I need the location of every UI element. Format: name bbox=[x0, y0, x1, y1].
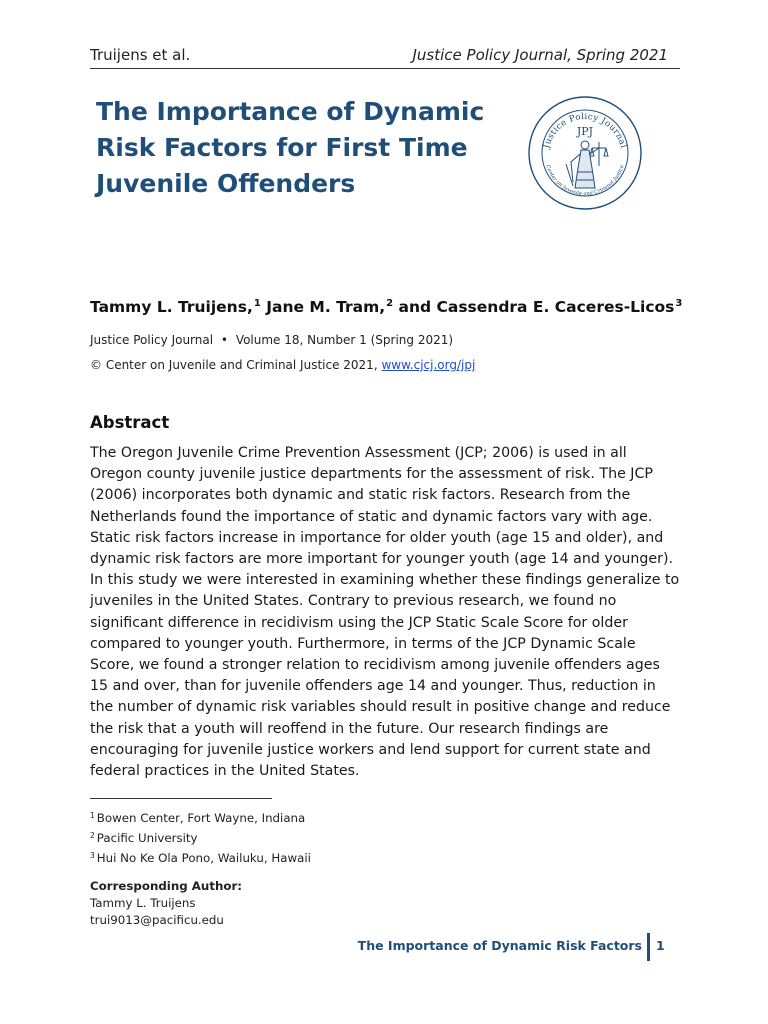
journal-logo bbox=[526, 94, 644, 212]
author-name: Jane M. Tram, bbox=[266, 298, 386, 316]
author-name: and Cassendra E. Caceres-Licos bbox=[398, 298, 675, 316]
page-number: 1 bbox=[656, 938, 665, 953]
title-line-1: The Importance of Dynamic bbox=[96, 97, 485, 126]
running-header-authors: Truijens et al. bbox=[90, 46, 191, 64]
abstract-body: The Oregon Juvenile Crime Prevention Assessment (JCP; 2006) is used in all Oregon county juvenile justice departments for the assessment of risk. The JCP (2006) incorporates both dynamic and static risk factors. Research from the Netherlands found the importance of static and dynamic factors vary with age. Static risk factors increase in importance for older youth (age 15 and older), and dynamic risk factors are more important for younger youth (age 14 and younger). In this study we were interested in examining whether these findings generalize to juveniles in the United States. Contrary to previous research, we found no significant difference in recidivism using the JCP Static Scale Score for older compared to younger youth. Furthermore, in terms of the JCP Dynamic Scale Score, we found a stronger relation to recidivism among juvenile offenders ages 15 and over, than for juvenile offenders age 14 and younger. Thus, reduction in the number of dynamic risk variables should result in positive change and reduce the risk that a youth will reoffend in the future. Our research findings are encouraging for juvenile justice workers and lend support for current state and federal practices in the United States. bbox=[90, 445, 680, 780]
bullet-separator: • bbox=[220, 333, 228, 347]
footnote-text: Bowen Center, Fort Wayne, Indiana bbox=[96, 811, 306, 825]
author-list bbox=[90, 298, 682, 316]
footnote-item bbox=[90, 847, 311, 867]
footnote-text: Hui No Ke Ola Pono, Wailuku, Hawaii bbox=[96, 851, 311, 865]
title-line-2: Risk Factors for First Time bbox=[96, 133, 468, 162]
author-affiliation-mark: 1 bbox=[253, 298, 261, 309]
footnote-number: 2 bbox=[90, 831, 95, 840]
journal-name: Justice Policy Journal bbox=[90, 333, 214, 347]
footnote-number: 3 bbox=[90, 851, 95, 860]
author-name: Tammy L. Truijens, bbox=[90, 298, 253, 316]
author-affiliation-mark: 2 bbox=[386, 298, 394, 309]
author-affiliation-mark: 3 bbox=[675, 298, 683, 309]
footer-separator bbox=[647, 933, 650, 961]
abstract-heading: Abstract bbox=[90, 413, 170, 432]
seal-arc-top: Justice Policy Journal bbox=[541, 111, 629, 150]
running-header-journal: Justice Policy Journal, Spring 2021 bbox=[412, 46, 668, 64]
paper-title bbox=[96, 94, 496, 202]
journal-citation bbox=[90, 333, 453, 347]
affiliation-footnotes bbox=[90, 807, 311, 867]
footnote-item bbox=[90, 807, 311, 827]
header-divider bbox=[90, 68, 680, 69]
footnote-divider bbox=[90, 798, 272, 799]
justice-seal-icon bbox=[526, 94, 644, 212]
volume-info: Volume 18, Number 1 (Spring 2021) bbox=[235, 333, 454, 347]
corresponding-label: Corresponding Author: bbox=[90, 879, 243, 893]
corresponding-name: Tammy L. Truijens bbox=[90, 896, 196, 910]
copyright-line bbox=[90, 358, 475, 372]
seal-monogram: JPJ bbox=[576, 125, 594, 138]
running-footer-title: The Importance of Dynamic Risk Factors bbox=[357, 938, 642, 953]
footnote-number: 1 bbox=[90, 811, 95, 820]
title-line-3: Juvenile Offenders bbox=[96, 169, 356, 198]
copyright-text: © Center on Juvenile and Criminal Justice 2021, bbox=[90, 358, 378, 372]
seal-arc-bottom: Center on Juvenile and Criminal Justice bbox=[544, 164, 626, 198]
corresponding-author bbox=[90, 878, 242, 929]
journal-website-link[interactable]: www.cjcj.org/jpj bbox=[381, 358, 476, 372]
footnote-text: Pacific University bbox=[96, 831, 198, 845]
corresponding-email: trui9013@pacificu.edu bbox=[90, 913, 224, 927]
footnote-item bbox=[90, 827, 311, 847]
